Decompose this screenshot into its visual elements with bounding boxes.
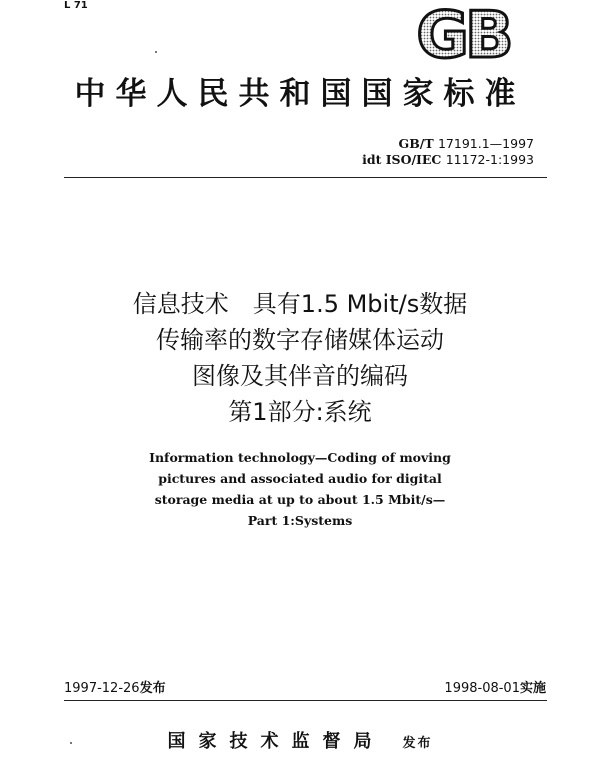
identical-standard-line — [362, 152, 534, 168]
national-standard-title: 中华人民共和国国家标准 — [74, 76, 526, 112]
chinese-title-line-2: 传输率的数字存储媒体运动 — [156, 326, 444, 354]
bottom-divider — [64, 700, 547, 701]
standard-number: 17191.1—1997 — [437, 136, 534, 151]
issue-date: 1997-12-26 — [64, 681, 140, 696]
chinese-title-line-1: 信息技术 具有1.5 Mbit/s数据 — [132, 290, 468, 318]
standard-number-prefix: GB/T — [398, 136, 434, 151]
publisher-line — [0, 727, 600, 753]
english-title-line-3: storage media at up to about 1.5 Mbit/s— — [154, 492, 446, 507]
ics-code: L 71 — [64, 0, 88, 11]
implement-date: 1998-08-01 — [444, 681, 520, 696]
implement-label: 实施 — [519, 681, 546, 696]
scan-speck — [155, 51, 157, 53]
publisher-action: 发布 — [402, 736, 433, 751]
identical-number: 11172-1:1993 — [445, 152, 534, 167]
issue-label: 发布 — [139, 681, 166, 696]
english-title-line-1: Information technology—Coding of moving — [149, 450, 451, 465]
english-title-line-4: Part 1:Systems — [247, 513, 353, 528]
chinese-title-line-3: 图像及其伴音的编码 — [192, 362, 408, 390]
english-title-line-2: pictures and associated audio for digital — [158, 471, 442, 486]
top-divider — [64, 177, 547, 178]
chinese-title-line-4: 第1部分:系统 — [228, 398, 372, 426]
standard-number-line — [362, 136, 534, 152]
logo-lettering: GB — [416, 4, 510, 62]
english-title — [0, 447, 600, 531]
gb-logo-icon — [408, 4, 518, 62]
chinese-title — [0, 286, 600, 430]
publisher-name: 国家技术监督局 — [167, 731, 385, 752]
standard-codes — [362, 136, 534, 168]
issue-date-block — [64, 681, 166, 697]
identical-prefix: idt ISO/IEC — [362, 152, 442, 167]
implement-date-block — [444, 681, 546, 697]
